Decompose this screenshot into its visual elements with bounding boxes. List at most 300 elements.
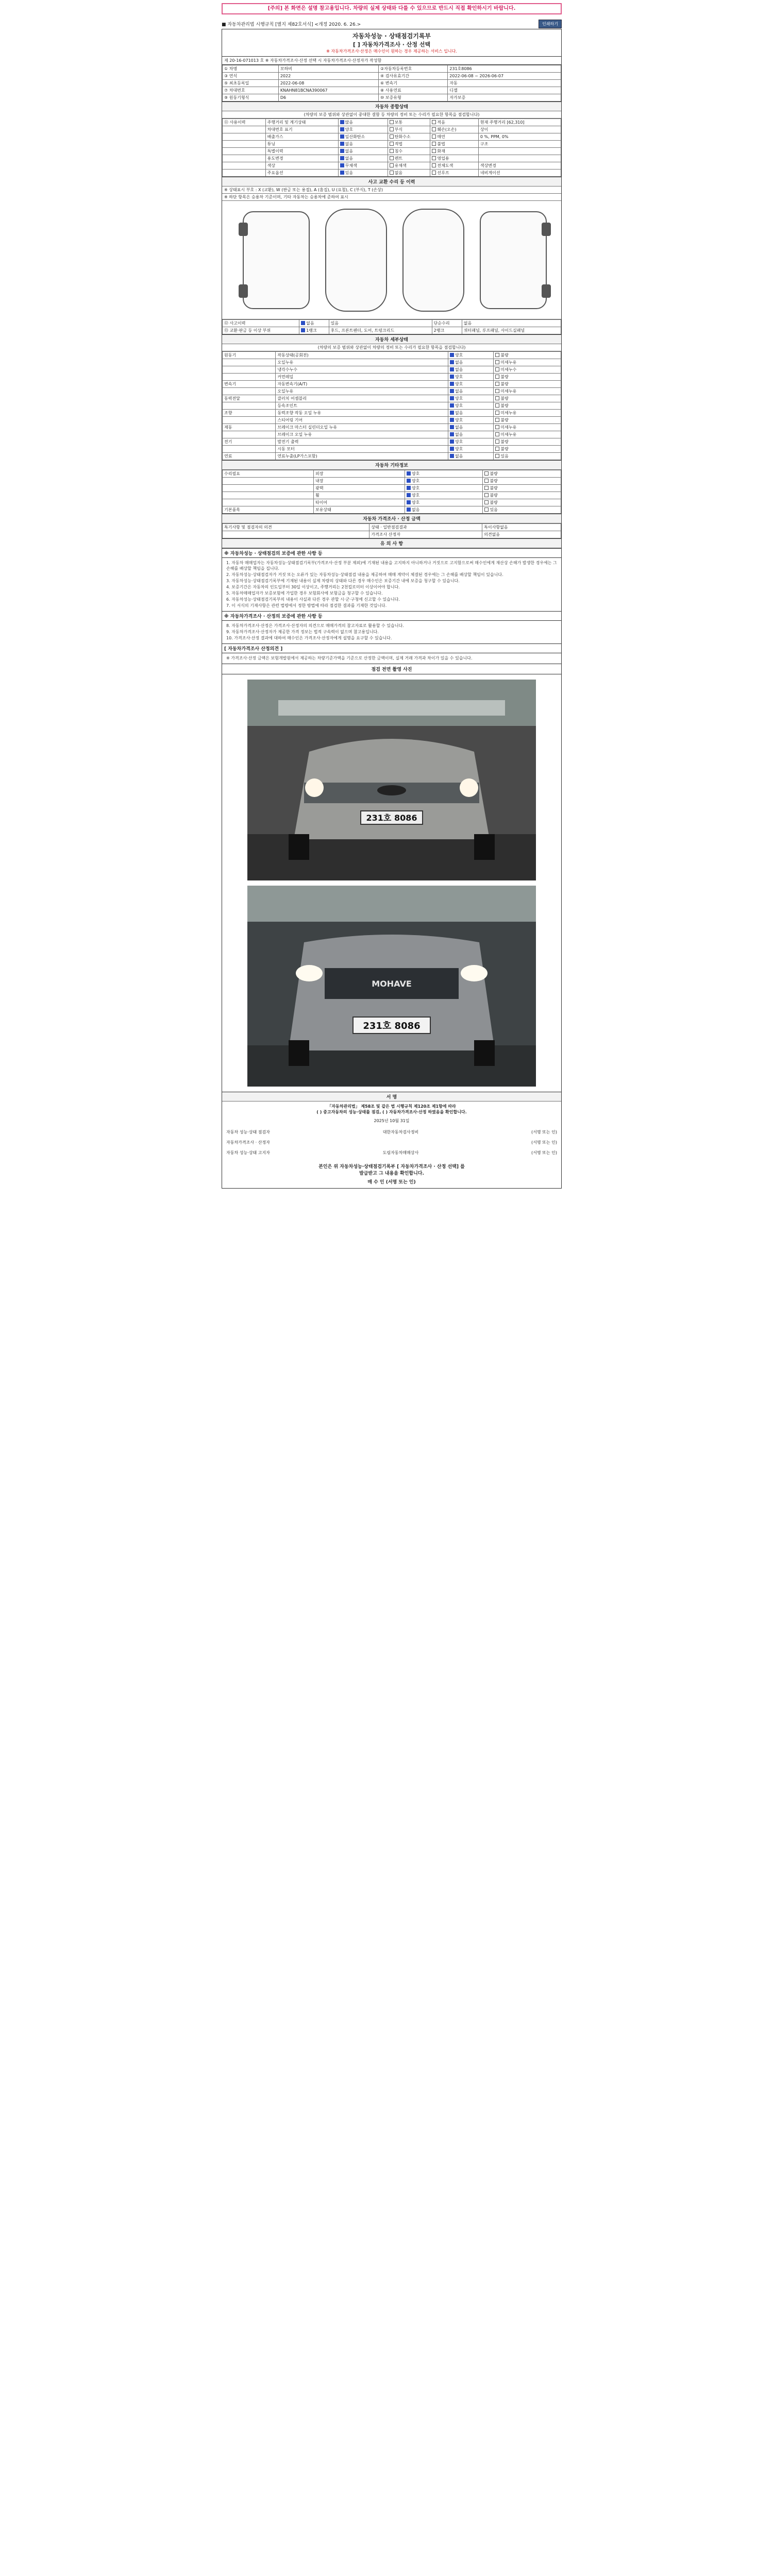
checkbox-icon[interactable]	[495, 418, 499, 422]
checkbox-icon[interactable]	[495, 353, 499, 357]
basic-info-label: ① 차명	[223, 65, 279, 73]
signature-mark: (서명 또는 인)	[531, 1129, 557, 1134]
checkbox-label: 미세누수	[500, 367, 517, 372]
detail-option[interactable]	[448, 366, 493, 374]
other-option[interactable]	[405, 499, 483, 506]
accident-detail: 없음	[462, 320, 561, 327]
checkbox-label: 불법	[437, 142, 445, 146]
detail-item-label: 연료누출(LP가스포함)	[276, 453, 448, 460]
status-option[interactable]	[338, 133, 388, 141]
checkbox-icon[interactable]	[495, 375, 499, 379]
basic-info-label: ⑧ 사용연료	[379, 87, 448, 94]
status-section-head: 자동차 종합상태	[222, 101, 561, 111]
detail-option[interactable]	[448, 446, 493, 453]
checkbox-label: 불량	[500, 418, 509, 422]
other-option[interactable]	[483, 499, 561, 506]
signature-role: 자동차 성능·상태 고지자	[226, 1150, 270, 1155]
other-option[interactable]	[483, 478, 561, 485]
checkbox-icon[interactable]	[432, 127, 436, 131]
form-header	[222, 19, 562, 29]
status-option[interactable]	[338, 155, 388, 162]
detail-item-label: 클러치 어셈블리	[276, 395, 448, 402]
price-item: 가격조사 산정자	[369, 531, 482, 538]
checkbox-label: 양호	[411, 471, 420, 476]
detail-row	[223, 410, 561, 417]
detail-option[interactable]	[494, 417, 561, 424]
status-option[interactable]	[430, 170, 479, 177]
detail-section-head: 자동차 세부상태	[222, 334, 561, 344]
detail-item-label: 스티어링 기어	[276, 417, 448, 424]
basic-info-label: ③ 연식	[223, 73, 279, 80]
status-option[interactable]	[430, 141, 479, 148]
checkbox-icon[interactable]	[340, 134, 344, 139]
checkbox-icon[interactable]	[450, 367, 454, 371]
detail-option[interactable]	[494, 453, 561, 460]
checkbox-label: 적법	[394, 142, 403, 146]
checkbox-icon[interactable]	[390, 163, 394, 167]
signature-role: 자동차 성능·상태 점검자	[226, 1129, 270, 1134]
doc-meta: 제 20-16-071013 호 ※ 자동차가격조사·산정 선택 시 자동차가격조사·산정자가 작성함	[222, 57, 561, 65]
checkbox-label: 불량	[490, 479, 498, 483]
checkbox-label: 없음	[455, 432, 463, 437]
inspection-sheet	[222, 29, 562, 1189]
detail-group-label	[223, 366, 276, 374]
checkbox-icon[interactable]	[484, 507, 489, 512]
other-row	[223, 485, 561, 492]
checkbox-label: 미세누유	[500, 360, 517, 365]
detail-option[interactable]	[494, 366, 561, 374]
checkbox-icon[interactable]	[495, 411, 499, 415]
status-option[interactable]	[388, 119, 430, 126]
checkbox-label: 무채색	[345, 163, 357, 168]
checkbox-label: 양호	[455, 375, 463, 379]
checkbox-icon[interactable]	[407, 507, 411, 512]
checkbox-label: 있음	[500, 454, 509, 459]
detail-group-label	[223, 446, 276, 453]
detail-option[interactable]	[448, 352, 493, 359]
checkbox-icon[interactable]	[390, 142, 394, 146]
other-group-label	[223, 485, 314, 492]
checkbox-icon[interactable]	[495, 447, 499, 451]
checkbox-icon[interactable]	[450, 447, 454, 451]
status-row	[223, 170, 561, 177]
detail-option[interactable]	[494, 381, 561, 388]
title-block	[222, 29, 561, 57]
detail-option[interactable]	[494, 446, 561, 453]
checkbox-icon[interactable]	[432, 171, 436, 175]
detail-row	[223, 395, 561, 402]
notes-block-1	[222, 558, 561, 611]
basic-info-value: 2022-06-08	[278, 80, 378, 87]
checkbox-icon[interactable]	[340, 120, 344, 124]
other-option[interactable]	[405, 470, 483, 478]
detail-option[interactable]	[494, 431, 561, 438]
checkbox-icon[interactable]	[407, 500, 411, 504]
accident-option[interactable]	[299, 320, 329, 327]
other-option[interactable]	[405, 492, 483, 499]
notes-paragraph: 6. 자동차성능·상태점검기록부의 내용이 사실과 다른 경우 관할 시·군·구청에 신고할 수 있습니다.	[226, 597, 400, 602]
signature-rows	[226, 1127, 557, 1158]
checkbox-icon[interactable]	[450, 439, 454, 444]
checkbox-icon[interactable]	[340, 149, 344, 153]
detail-group-label	[223, 374, 276, 381]
checkbox-label: 선루프	[437, 171, 449, 175]
status-group-label: ⑪ 사용이력	[223, 119, 266, 126]
status-item-label: 주요옵션	[265, 170, 338, 177]
price-item: 상태 · 일반점검결과	[369, 524, 482, 531]
status-option[interactable]	[388, 141, 430, 148]
checkbox-icon[interactable]	[301, 328, 305, 332]
detail-option[interactable]	[448, 431, 493, 438]
status-item-label: 색상	[265, 162, 338, 170]
checkbox-icon[interactable]	[450, 389, 454, 393]
signature-footer	[222, 1160, 561, 1188]
checkbox-label: 불량	[500, 447, 509, 451]
detail-group-label: 제동	[223, 424, 276, 431]
other-option[interactable]	[405, 478, 483, 485]
checkbox-icon[interactable]	[340, 156, 344, 160]
detail-option[interactable]	[448, 424, 493, 431]
notes-paragraph: 7. 이 서식의 기재사항은 관련 법령에서 정한 방법에 따라 점검한 결과를 기재한 것입니다.	[226, 603, 387, 608]
checkbox-label: 있음	[345, 171, 354, 175]
detail-option[interactable]	[448, 395, 493, 402]
detail-group-label	[223, 417, 276, 424]
detail-option[interactable]	[448, 359, 493, 366]
checkbox-label: 미세누유	[500, 389, 517, 394]
checkbox-icon[interactable]	[450, 353, 454, 357]
other-option[interactable]	[405, 506, 483, 514]
checkbox-icon[interactable]	[432, 120, 436, 124]
other-item-label: 외장	[313, 470, 405, 478]
checkbox-icon[interactable]	[390, 120, 394, 124]
basic-info-row	[223, 73, 561, 80]
checkbox-icon[interactable]	[390, 156, 394, 160]
checkbox-icon[interactable]	[432, 149, 436, 153]
status-option[interactable]	[430, 155, 479, 162]
checkbox-label: 양호	[455, 439, 463, 444]
status-option[interactable]	[430, 126, 479, 133]
status-option[interactable]	[430, 119, 479, 126]
status-group-label	[223, 155, 266, 162]
checkbox-icon[interactable]	[484, 471, 489, 476]
status-option[interactable]	[430, 162, 479, 170]
checkbox-label: 양호	[455, 447, 463, 451]
status-extra: 색상변경	[478, 162, 561, 170]
other-item-label: 보유상태	[313, 506, 405, 514]
detail-item-label: 냉각수누수	[276, 366, 448, 374]
checkbox-icon[interactable]	[340, 142, 344, 146]
signature-intro-2: ( ) 중고자동차의 성능·상태를 점검, ( ) 자동차가격조사·산정 하였음을 확인합니다.	[316, 1110, 467, 1114]
status-group-label	[223, 126, 266, 133]
checkbox-icon[interactable]	[390, 127, 394, 131]
status-option[interactable]	[430, 148, 479, 155]
other-row	[223, 478, 561, 485]
notes-paragraph: 1. 자동차 매매업자는 자동차성능·상태점검기록부(가격조사·산정 부분 제외)에 기재된 내용을 고지하지 아니하거나 거짓으로 고지함으로써 매수인에게 재산상 손해가 발생한 경우에는 그 손해를 배상할 책임을 집니다.	[226, 561, 557, 571]
basic-info-value: 디젤	[448, 87, 561, 94]
detail-option[interactable]	[448, 381, 493, 388]
checkbox-icon[interactable]	[495, 396, 499, 400]
checkbox-icon[interactable]	[495, 432, 499, 436]
detail-option[interactable]	[494, 395, 561, 402]
status-option[interactable]	[338, 170, 388, 177]
checkbox-label: 화재	[437, 149, 445, 154]
other-option[interactable]	[483, 506, 561, 514]
detail-option[interactable]	[494, 359, 561, 366]
detail-option[interactable]	[494, 352, 561, 359]
form-id: ■ 자동차관리법 시행규칙 [별지 제82호서식] <개정 2020. 6. 26.>	[222, 22, 361, 27]
detail-option[interactable]	[448, 417, 493, 424]
accident-table	[222, 319, 561, 334]
basic-info-label: ⑦ 차대번호	[223, 87, 279, 94]
front-photo-image	[247, 886, 536, 1087]
detail-option[interactable]	[448, 453, 493, 460]
car-top-diagram	[325, 209, 387, 312]
checkbox-label: 없음	[345, 142, 354, 146]
signature-footer-3: 매 수 인 (서명 또는 인)	[367, 1180, 416, 1185]
status-item-label: 튜닝	[265, 141, 338, 148]
checkbox-icon[interactable]	[407, 479, 411, 483]
checkbox-label: 없음	[345, 149, 354, 154]
checkbox-icon[interactable]	[450, 454, 454, 458]
other-option[interactable]	[483, 485, 561, 492]
status-item-label: 주행거리 및 계기상태	[265, 119, 338, 126]
other-item-label: 타이어	[313, 499, 405, 506]
checkbox-label: 일산화탄소	[345, 134, 365, 139]
checkbox-icon[interactable]	[407, 493, 411, 497]
checkbox-icon[interactable]	[432, 156, 436, 160]
basic-info-row	[223, 94, 561, 101]
signature-block	[222, 1101, 561, 1160]
status-group-label	[223, 133, 266, 141]
status-extra: 구조	[478, 141, 561, 148]
checkbox-icon[interactable]	[450, 411, 454, 415]
detail-option[interactable]	[448, 388, 493, 395]
print-button[interactable]: 인쇄하기	[539, 20, 562, 28]
checkbox-icon[interactable]	[484, 500, 489, 504]
checkbox-icon[interactable]	[450, 382, 454, 386]
status-option[interactable]	[338, 148, 388, 155]
opinion-title: [ 자동차가격조사 산정의견 ]	[222, 643, 561, 653]
status-option[interactable]	[388, 133, 430, 141]
checkbox-icon[interactable]	[390, 149, 394, 153]
detail-option[interactable]	[448, 438, 493, 446]
detail-item-label: 브레이크 오일 누유	[276, 431, 448, 438]
basic-info-value: 2022	[278, 73, 378, 80]
other-group-label: 수리필요	[223, 470, 314, 478]
detail-item-label: 오일누유	[276, 388, 448, 395]
status-option[interactable]	[388, 155, 430, 162]
checkbox-icon[interactable]	[432, 163, 436, 167]
wheel-shape	[239, 284, 248, 298]
accident-option[interactable]	[299, 327, 329, 334]
checkbox-icon[interactable]	[495, 382, 499, 386]
accident-label: ⑫ 사고이력	[223, 320, 299, 327]
other-item-label: 광택	[313, 485, 405, 492]
detail-option[interactable]	[494, 424, 561, 431]
front-plate-text: 231호 8086	[363, 1021, 421, 1031]
checkbox-icon[interactable]	[340, 163, 344, 167]
detail-row	[223, 374, 561, 381]
detail-option[interactable]	[448, 374, 493, 381]
checkbox-icon[interactable]	[340, 171, 344, 175]
detail-option[interactable]	[494, 388, 561, 395]
detail-row	[223, 402, 561, 410]
price-row	[223, 524, 561, 531]
doc-title: 자동차성능 · 상태점검기록부	[352, 32, 431, 40]
checkbox-label: 훼손(오손)	[437, 127, 457, 132]
front-photo	[247, 886, 536, 1087]
car-side-right-diagram	[480, 211, 547, 309]
checkbox-icon[interactable]	[495, 367, 499, 371]
checkbox-icon[interactable]	[495, 439, 499, 444]
status-row	[223, 119, 561, 126]
checkbox-label: 탄화수소	[394, 134, 411, 139]
other-table	[222, 470, 561, 514]
checkbox-icon[interactable]	[407, 471, 411, 476]
checkbox-label: 양호	[411, 479, 420, 483]
accident-legend: ※ 상태표시 부호 : X (교환), W (판금 또는 용접), A (흠집), U (요철), C (부식), T (손상)	[222, 187, 561, 194]
status-group-label	[223, 162, 266, 170]
checkbox-label: 불량	[490, 486, 498, 490]
checkbox-icon[interactable]	[450, 432, 454, 436]
other-option[interactable]	[483, 492, 561, 499]
signature-footer-1: 본인은 위 자동차성능·상태점검기록부 [ 자동차가격조사 · 산정 선택] 를	[318, 1164, 465, 1170]
checkbox-icon[interactable]	[495, 454, 499, 458]
status-extra: 현재 주행거리 [62,310]	[478, 119, 561, 126]
checkbox-label: 양호	[411, 493, 420, 498]
notes-paragraph: 10. 가격조사·산정 결과에 대하여 매수인은 가격조사·산정자에게 설명을 요구할 수 있습니다.	[226, 636, 392, 640]
checkbox-icon[interactable]	[450, 396, 454, 400]
checkbox-icon[interactable]	[301, 321, 305, 325]
status-extra	[478, 155, 561, 162]
checkbox-label: 없음	[455, 360, 463, 365]
checkbox-label: 양호	[345, 127, 354, 132]
status-option[interactable]	[338, 126, 388, 133]
checkbox-label: 렌트	[394, 156, 403, 161]
checkbox-label: 침수	[394, 149, 403, 154]
status-group-label	[223, 170, 266, 177]
checkbox-icon[interactable]	[450, 403, 454, 408]
checkbox-icon[interactable]	[484, 493, 489, 497]
checkbox-icon[interactable]	[495, 360, 499, 364]
checkbox-icon[interactable]	[484, 486, 489, 490]
checkbox-icon[interactable]	[450, 375, 454, 379]
rear-photo-image	[247, 680, 536, 880]
status-option[interactable]	[338, 119, 388, 126]
status-option[interactable]	[430, 133, 479, 141]
front-brand-text: MOHAVE	[372, 979, 412, 989]
status-row	[223, 155, 561, 162]
detail-option[interactable]	[448, 410, 493, 417]
status-option[interactable]	[338, 162, 388, 170]
checkbox-icon[interactable]	[340, 127, 344, 131]
other-group-label: 기본품목	[223, 506, 314, 514]
checkbox-label: 양호	[455, 382, 463, 386]
detail-row	[223, 359, 561, 366]
rear-plate-text: 231호 8086	[366, 813, 417, 823]
checkbox-icon[interactable]	[450, 360, 454, 364]
checkbox-icon[interactable]	[407, 486, 411, 490]
checkbox-label: 없음	[306, 321, 314, 326]
signature-footer-2: 발급받고 그 내용을 확인합니다.	[359, 1171, 424, 1176]
accident-row	[223, 327, 561, 334]
signature-intro-1: 「자동차관리법」 제58조 및 같은 법 시행규칙 제120조 제1항에 따라	[327, 1104, 456, 1109]
detail-option[interactable]	[494, 410, 561, 417]
detail-option[interactable]	[494, 438, 561, 446]
checkbox-icon[interactable]	[484, 479, 489, 483]
doc-notice: ※ 자동차가격조사·산정은 매수인이 원하는 경우 제공하는 서비스 입니다.	[326, 49, 457, 54]
checkbox-label: 없음	[455, 425, 463, 430]
status-item-label: 차대번호 표기	[265, 126, 338, 133]
detail-row	[223, 424, 561, 431]
status-option[interactable]	[388, 170, 430, 177]
checkbox-label: 불량	[490, 471, 498, 476]
detail-table	[222, 351, 561, 460]
status-option[interactable]	[388, 162, 430, 170]
checkbox-icon[interactable]	[390, 171, 394, 175]
price-section-head: 자동차 가격조사 · 산정 금액	[222, 514, 561, 523]
checkbox-label: 매연	[437, 134, 445, 139]
signature-mark: (서명 또는 인)	[531, 1140, 557, 1145]
detail-group-label: 변속기	[223, 381, 276, 388]
checkbox-label: 미세누유	[500, 432, 517, 437]
detail-item-label: 발전기 출력	[276, 438, 448, 446]
detail-item-label: 작동상태(공회전)	[276, 352, 448, 359]
checkbox-icon[interactable]	[495, 425, 499, 429]
other-section-head: 자동차 기타정보	[222, 460, 561, 470]
status-item-label: 특별이력	[265, 148, 338, 155]
status-option[interactable]	[338, 141, 388, 148]
detail-option[interactable]	[494, 402, 561, 410]
notes-head: 유 의 사 항	[222, 538, 561, 548]
other-row	[223, 499, 561, 506]
signature-date: 2025년 10월 31일	[374, 1118, 410, 1123]
checkbox-icon[interactable]	[450, 425, 454, 429]
checkbox-icon[interactable]	[495, 403, 499, 408]
status-extra: 상이	[478, 126, 561, 133]
status-row	[223, 133, 561, 141]
notes-paragraph: 5. 자동차매매업자가 보증보험에 가입한 경우 보험회사에 보험금을 청구할 수 있습니다.	[226, 591, 383, 596]
checkbox-label: 적음	[437, 120, 445, 125]
detail-group-label: 조향	[223, 410, 276, 417]
checkbox-label: 없음	[411, 507, 420, 512]
checkbox-icon[interactable]	[432, 134, 436, 139]
other-option[interactable]	[405, 485, 483, 492]
status-option[interactable]	[388, 126, 430, 133]
basic-info-value: 자가보증	[448, 94, 561, 101]
checkbox-icon[interactable]	[450, 418, 454, 422]
checkbox-icon[interactable]	[432, 142, 436, 146]
price-value: 의견없음	[482, 531, 561, 538]
status-item-label: 용도변경	[265, 155, 338, 162]
checkbox-label: 불량	[500, 353, 509, 358]
checkbox-label: 불량	[500, 403, 509, 408]
checkbox-label: 미세누유	[500, 425, 517, 430]
checkbox-icon[interactable]	[495, 389, 499, 393]
checkbox-label: 양호	[455, 353, 463, 358]
status-option[interactable]	[388, 148, 430, 155]
detail-group-label: 원동기	[223, 352, 276, 359]
other-option[interactable]	[483, 470, 561, 478]
detail-group-label: 연료	[223, 453, 276, 460]
checkbox-icon[interactable]	[390, 134, 394, 139]
detail-option[interactable]	[448, 402, 493, 410]
checkbox-label: 불량	[500, 396, 509, 401]
detail-group-label	[223, 402, 276, 410]
accident-note: ※ 하단 항목은 승용차 기준이며, 기타 자동차는 승용차에 준하여 표시	[222, 194, 561, 201]
detail-option[interactable]	[494, 374, 561, 381]
checkbox-label: 없음	[345, 156, 354, 161]
